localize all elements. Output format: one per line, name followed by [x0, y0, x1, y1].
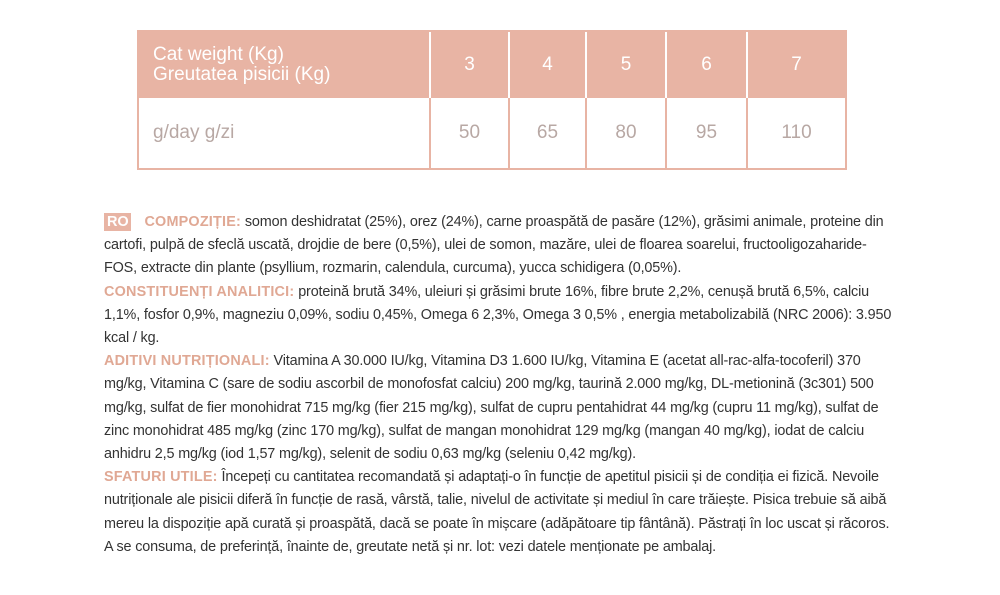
additives-heading: ADITIVI NUTRIȚIONALI:: [104, 353, 270, 370]
grams-cell: 95: [665, 98, 746, 168]
analytical-body: proteină brută 34%, uleiuri și grăsimi brute 16%, fibre brute 2,2%, cenușă brută 6,5%, calciu 1,1%, fosfor 0,9%, magneziu 0,09%, sodiu 0,45%, Omega 6 2,3%, Omega 3 0,5% , energia metabolizabilă (NRC 2006): 3.950 kcal / kg.: [104, 283, 892, 347]
grams-row-label: g/day g/zi: [153, 122, 235, 143]
weight-header-en: Cat weight (Kg): [153, 44, 284, 65]
table-data-row: [139, 98, 845, 168]
weight-cell: 7: [746, 32, 845, 98]
analytical-heading: CONSTITUENȚI ANALITICI:: [104, 283, 295, 300]
composition-body: somon deshidratat (25%), orez (24%), carne proaspătă de pasăre (12%), grăsimi animale, proteine din cartofi, pulpă de sfeclă uscată, drojdie de bere (0,5%), ulei de somon, mazăre, ulei de floarea soarelui, fructooligozaharide-FOS, extracte din plante (psyllium, rozmarin, calendula, curcuma), yucca schidigera (0,05%).: [104, 214, 884, 277]
grams-cell: 50: [429, 98, 508, 168]
weight-header-ro: Greutatea pisicii (Kg): [153, 64, 331, 85]
weight-cell: 6: [665, 32, 746, 98]
weight-cell: 4: [508, 32, 585, 98]
language-badge: RO: [104, 213, 131, 231]
composition-heading: COMPOZIȚIE:: [144, 214, 241, 230]
feeding-table: [137, 30, 847, 170]
weight-cell: 5: [585, 32, 665, 98]
weight-cell: 3: [429, 32, 508, 98]
table-header-row: [139, 32, 845, 98]
grams-cell: 65: [508, 98, 585, 168]
grams-cell: 110: [746, 98, 845, 168]
composition-text: [104, 211, 894, 559]
grams-cell: 80: [585, 98, 665, 168]
tips-body: Începeți cu cantitatea recomandată și adaptați-o în funcție de apetitul pisicii și de condiția ei fizică. Nevoile nutriționale ale pisicii diferă în funcție de rasă, vârstă, talie, nivelul de activitate și mediul în care trăiește. Pisica trebuie să aibă mereu la dispoziție apă curată și proaspătă, dacă se poate în mișcare (adăpătoare tip fântână). Păstrați în loc uscat și răcoros. A se consuma, de preferință, înainte de, greutate netă și nr. lot: vezi datele menționate pe ambalaj.: [104, 469, 890, 555]
weight-header-label: [139, 32, 429, 98]
additives-body: Vitamina A 30.000 IU/kg, Vitamina D3 1.600 IU/kg, Vitamina E (acetat all-rac-alfa-tocoferil) 370 mg/kg, Vitamina C (sare de sodiu ascorbil de monofosfat calciu) 200 mg/kg, taurină 2.000 mg/kg, DL-metionină (3c301) 500 mg/kg, sulfat de fier monohidrat 715 mg/kg (fier 215 mg/kg), sulfat de cupru pentahidrat 44 mg/kg (cupru 11 mg/kg), sulfat de zinc monohidrat 485 mg/kg (zinc 170 mg/kg), sulfat de mangan monohidrat 129 mg/kg (mangan 40 mg/kg), iodat de calciu anhidru 2,5 mg/kg (iod 1,57 mg/kg), selenit de sodiu 0,63 mg/kg (seleniu 0,42 mg/kg).: [104, 353, 879, 463]
tips-heading: SFATURI UTILE:: [104, 469, 218, 486]
